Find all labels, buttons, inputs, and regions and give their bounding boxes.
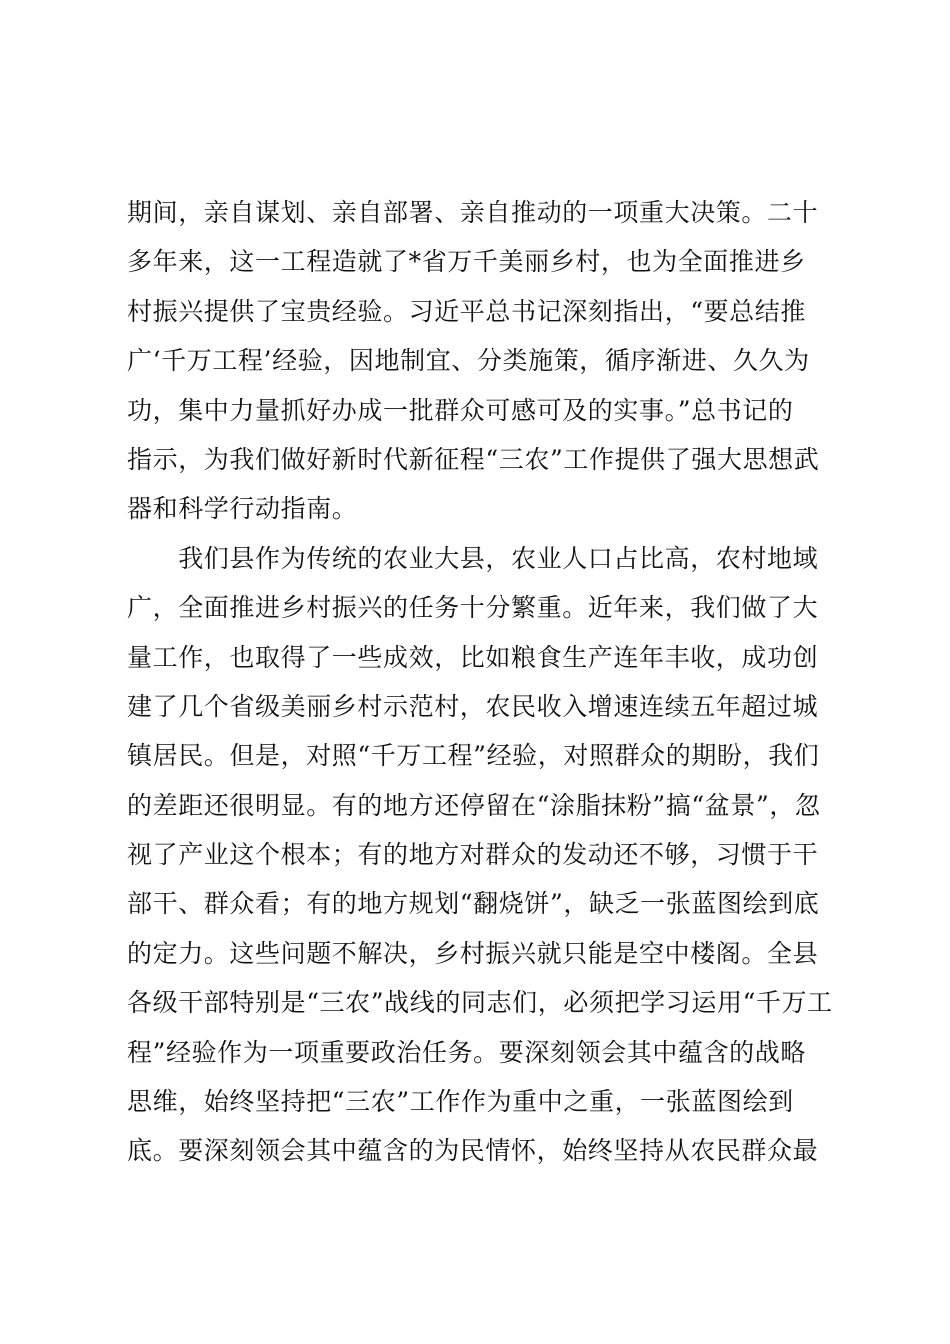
body-text bbox=[127, 188, 833, 1176]
text-line: 程”经验作为一项重要政治任务。要深刻领会其中蕴含的战略 bbox=[127, 1037, 806, 1067]
text-line: 镇居民。但是，对照“千万工程”经验，对照群众的期盼，我们 bbox=[127, 741, 820, 771]
text-line: 我们县作为传统的农业大县，农业人口占比高，农村地域 bbox=[127, 543, 819, 573]
text-line: 的差距还很明显。有的地方还停留在“涂脂抹粉”搞“盆景”，忽 bbox=[127, 790, 821, 820]
text-line: 视了产业这个根本；有的地方对群众的发动还不够，习惯于干 bbox=[127, 840, 819, 870]
text-line: 多年来，这一工程造就了*省万千美丽乡村，也为全面推进乡 bbox=[127, 247, 806, 277]
text-line: 期间，亲自谋划、亲自部署、亲自推动的一项重大决策。二十 bbox=[127, 198, 819, 227]
text-line: 指示，为我们做好新时代新征程“三农”工作提供了强大思想武 bbox=[127, 444, 820, 474]
text-line: 村振兴提供了宝贵经验。习近平总书记深刻指出，“要总结推 bbox=[127, 296, 806, 326]
text-line: 底。要深刻领会其中蕴含的为民情怀，始终坚持从农民群众最 bbox=[127, 1136, 819, 1166]
text-line: 广，全面推进乡村振兴的任务十分繁重。近年来，我们做了大 bbox=[127, 593, 819, 623]
text-line: 功，集中力量抓好办成一批群众可感可及的实事。”总书记的 bbox=[127, 395, 794, 425]
text-line: 各级干部特别是“三农”战线的同志们，必须把学习运用“千万工 bbox=[127, 988, 833, 1018]
text-line: 的定力。这些问题不解决，乡村振兴就只能是空中楼阁。全县 bbox=[127, 938, 819, 968]
text-line: 建了几个省级美丽乡村示范村，农民收入增速连续五年超过城 bbox=[127, 691, 819, 721]
paragraph-1 bbox=[127, 188, 827, 534]
text-line: 部干、群众看；有的地方规划“翻烧饼”，缺乏一张蓝图绘到底 bbox=[127, 889, 820, 919]
paragraph-2 bbox=[127, 534, 833, 1176]
text-line: 量工作，也取得了一些成效，比如粮食生产连年丰收，成功创 bbox=[127, 642, 819, 672]
text-line: 器和科学行动指南。 bbox=[127, 494, 358, 524]
text-line: 广‘千万工程’经验，因地制宜、分类施策，循序渐进、久久为 bbox=[127, 346, 810, 376]
text-line: 思维，始终坚持把“三农”工作作为重中之重，一张蓝图绘到 bbox=[127, 1087, 794, 1117]
